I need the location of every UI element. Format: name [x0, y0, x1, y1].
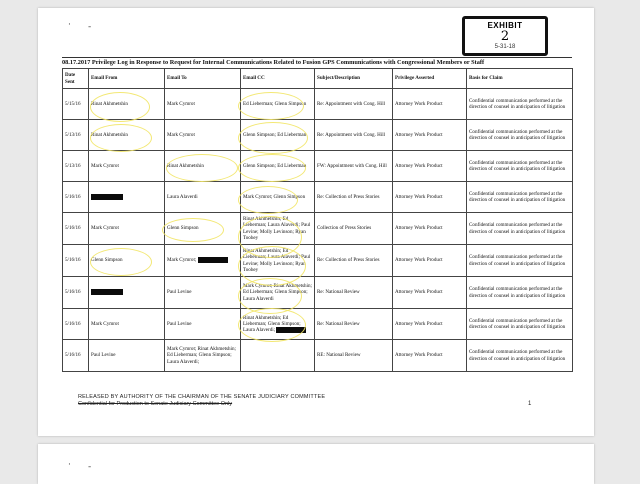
from-cell: Rinat Akhmetshin	[89, 89, 165, 120]
from-cell: Mark Cymrot	[89, 309, 165, 340]
privilege-log-table	[62, 68, 573, 372]
subject-cell: Re: National Review	[315, 277, 393, 309]
subject-cell: Re: Appointment with Cong. Hill	[315, 120, 393, 151]
basis-cell: Confidential communication performed at the direction of counsel in anticipation of litigation	[467, 120, 573, 151]
exhibit-stamp	[462, 16, 548, 56]
basis-cell: Confidential communication performed at the direction of counsel in anticipation of litigation	[467, 340, 573, 372]
table-row	[63, 89, 573, 120]
to-cell: Glenn Simpson	[165, 213, 241, 245]
cc-cell: Rinat Akhmetshin; Ed Lieberman; Laura Alaverdi; Paul Levine; Molly Levinson; Ryan Toohey	[241, 245, 315, 277]
privilege-cell: Attorney Work Product	[393, 151, 467, 182]
cc-cell: Mark Cymrot; Rinat Akhmetshin; Ed Lieberman; Glenn Simpson; Laura Alaverdi	[241, 277, 315, 309]
table-row	[63, 277, 573, 309]
subject-cell: Re: Collection of Press Stories	[315, 245, 393, 277]
cc-cell: Glenn Simpson; Ed Lieberman	[241, 120, 315, 151]
from-cell: Rinat Akhmetshin	[89, 120, 165, 151]
date-cell: 5/13/16	[63, 151, 89, 182]
to-cell: Mark Cymrot	[165, 120, 241, 151]
basis-cell: Confidential communication performed at the direction of counsel in anticipation of litigation	[467, 277, 573, 309]
privilege-cell: Attorney Work Product	[393, 277, 467, 309]
subject-cell: Collection of Press Stories	[315, 213, 393, 245]
subject-cell: Re: Collection of Press Stories	[315, 182, 393, 213]
redaction-box	[91, 289, 123, 295]
table-row	[63, 309, 573, 340]
date-cell: 5/13/16	[63, 120, 89, 151]
from-cell	[89, 182, 165, 213]
cc-cell	[241, 340, 315, 372]
document-page	[38, 8, 594, 436]
privilege-cell: Attorney Work Product	[393, 309, 467, 340]
to-cell: Laura Alaverdi	[165, 182, 241, 213]
from-cell: Paul Levine	[89, 340, 165, 372]
margin-mark: ·	[68, 460, 71, 470]
table-row	[63, 213, 573, 245]
basis-cell: Confidential communication performed at the direction of counsel in anticipation of litigation	[467, 182, 573, 213]
cc-cell: Mark Cymrot; Glenn Simpson	[241, 182, 315, 213]
to-cell	[165, 245, 241, 277]
exhibit-number: 2	[500, 29, 510, 44]
subject-cell: Re: National Review	[315, 309, 393, 340]
privilege-cell: Attorney Work Product	[393, 120, 467, 151]
confidential-notice: Confidential for Production to Senate Judiciary Committee Only	[78, 401, 233, 407]
table-row	[63, 245, 573, 277]
column-header: Email From	[89, 69, 165, 89]
date-cell: 5/15/16	[63, 89, 89, 120]
redaction-box	[91, 194, 123, 200]
basis-cell: Confidential communication performed at the direction of counsel in anticipation of litigation	[467, 213, 573, 245]
basis-cell: Confidential communication performed at the direction of counsel in anticipation of litigation	[467, 151, 573, 182]
cc-names: Rinat Akhmetshin; Ed Lieberman; Glenn Simpson; Laura Alaverdi;	[243, 314, 301, 334]
to-cell: Rinat Akhmetshin	[165, 151, 241, 182]
from-cell: Mark Cymrot	[89, 213, 165, 245]
table-header-row	[63, 69, 573, 89]
to-cell: Mark Cymrot; Rinat Akhmetshin; Ed Lieberman; Glenn Simpson; Laura Alaverdi;	[165, 340, 241, 372]
date-cell: 5/16/16	[63, 309, 89, 340]
cc-cell: Rinat Akhmetshin; Ed Lieberman; Laura Alaverdi; Paul Levine; Molly Levinson; Ryan Toohey	[241, 213, 315, 245]
privilege-cell: Attorney Work Product	[393, 89, 467, 120]
column-header: Date Sent	[63, 69, 89, 89]
basis-cell: Confidential communication performed at the direction of counsel in anticipation of litigation	[467, 309, 573, 340]
privilege-cell: Attorney Work Product	[393, 245, 467, 277]
from-cell: Mark Cymrot	[89, 151, 165, 182]
basis-cell: Confidential communication performed at the direction of counsel in anticipation of litigation	[467, 89, 573, 120]
subject-cell: Re: Appointment with Cong. Hill	[315, 89, 393, 120]
subject-cell: FW: Appointment with Cong. Hill	[315, 151, 393, 182]
subject-cell: RE: National Review	[315, 340, 393, 372]
redaction-box	[198, 257, 228, 263]
column-header: Basis for Claim	[467, 69, 573, 89]
column-header: Email CC	[241, 69, 315, 89]
privilege-cell: Attorney Work Product	[393, 340, 467, 372]
cc-cell: Ed Lieberman; Glenn Simpson	[241, 89, 315, 120]
margin-mark: -	[88, 22, 92, 32]
cc-cell	[241, 309, 315, 340]
margin-mark: -	[88, 462, 92, 472]
from-cell	[89, 277, 165, 309]
date-cell: 5/16/16	[63, 277, 89, 309]
to-cell: Paul Levine	[165, 309, 241, 340]
cc-cell: Glenn Simpson; Ed Lieberman	[241, 151, 315, 182]
basis-cell: Confidential communication performed at the direction of counsel in anticipation of litigation	[467, 245, 573, 277]
date-cell: 5/16/16	[63, 213, 89, 245]
margin-mark: ·	[68, 20, 71, 30]
next-document-page	[38, 444, 594, 484]
date-cell: 5/16/16	[63, 340, 89, 372]
column-header: Email To	[165, 69, 241, 89]
page-number: 1	[528, 401, 532, 407]
to-cell: Paul Levine	[165, 277, 241, 309]
column-header: Subject/Description	[315, 69, 393, 89]
table-row	[63, 151, 573, 182]
to-cell: Mark Cymrot	[165, 89, 241, 120]
column-header: Privilege Asserted	[393, 69, 467, 89]
date-cell: 5/16/16	[63, 182, 89, 213]
document-title: 08.17.2017 Privilege Log in Response to Request for Internal Communications Related to Fusion GPS Communications with Congressional Members or Staff	[62, 57, 572, 66]
from-cell: Glenn Simpson	[89, 245, 165, 277]
privilege-cell: Attorney Work Product	[393, 213, 467, 245]
release-notice: RELEASED BY AUTHORITY OF THE CHAIRMAN OF THE SENATE JUDICIARY COMMITTEE	[78, 394, 326, 400]
table-row	[63, 120, 573, 151]
redaction-box	[276, 327, 306, 333]
table-row	[63, 340, 573, 372]
exhibit-date: 5-31-18	[494, 44, 516, 50]
to-name: Mark Cymrot;	[167, 257, 197, 264]
privilege-cell: Attorney Work Product	[393, 182, 467, 213]
exhibit-label: EXHIBIT	[487, 21, 523, 30]
date-cell: 5/16/16	[63, 245, 89, 277]
table-row	[63, 182, 573, 213]
